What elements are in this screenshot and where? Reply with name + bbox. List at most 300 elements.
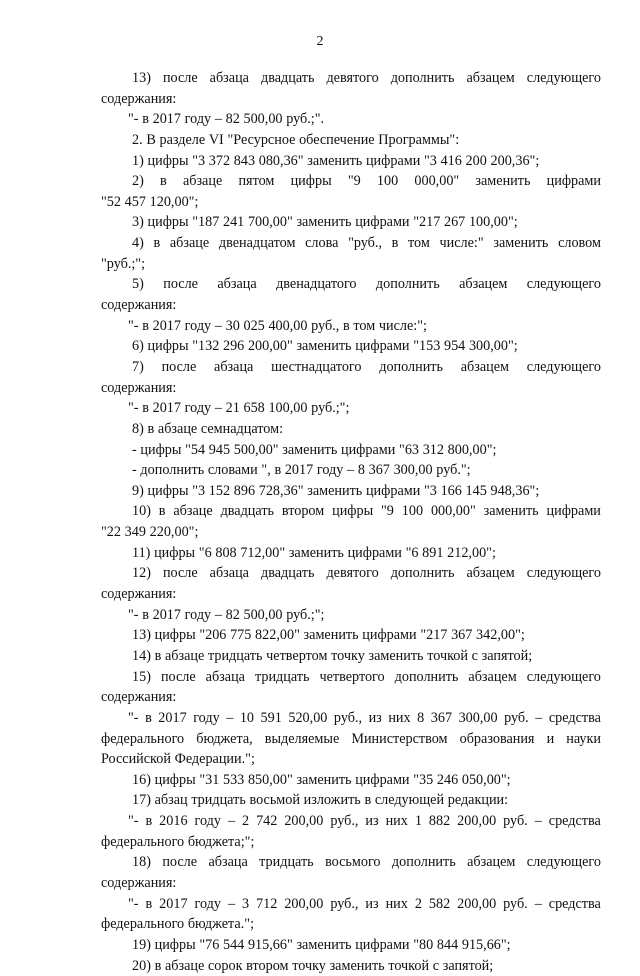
text-line bbox=[101, 254, 601, 275]
word: руб."; bbox=[436, 462, 471, 479]
text-line bbox=[101, 336, 601, 357]
word: году bbox=[194, 895, 221, 912]
word: 18) bbox=[132, 854, 151, 871]
word: "217 bbox=[413, 214, 441, 231]
text-line bbox=[101, 398, 601, 419]
word: 200,00 bbox=[284, 895, 324, 912]
word: содержания: bbox=[101, 90, 177, 107]
text-line bbox=[101, 687, 601, 708]
word: после bbox=[162, 70, 198, 86]
word: федерального bbox=[101, 730, 185, 747]
word: 212,00"; bbox=[447, 544, 496, 561]
text-line bbox=[101, 171, 601, 192]
word: 19) bbox=[132, 936, 151, 953]
word: 3) bbox=[132, 214, 144, 231]
word: 915,66"; bbox=[461, 936, 511, 953]
word: 20) bbox=[132, 957, 151, 974]
word: абзацем bbox=[468, 668, 517, 685]
word: следующего bbox=[526, 358, 601, 375]
word: "- bbox=[128, 813, 139, 830]
word: 120,00"; bbox=[149, 193, 199, 210]
word: следующего bbox=[526, 276, 601, 293]
word: "153 bbox=[413, 338, 441, 355]
word: девятого bbox=[326, 70, 379, 86]
word: дополнить bbox=[375, 276, 440, 293]
word: заменить bbox=[296, 338, 352, 355]
word: 367 bbox=[430, 709, 453, 726]
word: девятого bbox=[326, 565, 379, 582]
word: - bbox=[132, 441, 137, 458]
word: словами bbox=[207, 462, 258, 479]
word: заменить bbox=[307, 482, 363, 499]
word: 948,36"; bbox=[490, 482, 540, 499]
word: 2017 bbox=[158, 709, 187, 726]
word: абзацем bbox=[467, 854, 516, 871]
word: 533 bbox=[222, 771, 245, 788]
word: заменить bbox=[368, 647, 424, 664]
word: "- bbox=[128, 400, 139, 417]
word: из bbox=[365, 895, 379, 912]
text-line bbox=[101, 667, 601, 688]
word: дополнить bbox=[379, 358, 443, 375]
word: втором bbox=[281, 503, 325, 520]
word: "76 bbox=[199, 936, 220, 953]
word: содержания: bbox=[101, 586, 177, 603]
word: них bbox=[388, 709, 411, 726]
word: федерального bbox=[101, 833, 185, 850]
text-line bbox=[101, 316, 601, 337]
word: выделяемые bbox=[264, 730, 340, 747]
word: – bbox=[214, 606, 222, 623]
word: руб., bbox=[330, 895, 359, 912]
word: содержания: bbox=[101, 379, 177, 396]
word: 300,00 bbox=[458, 709, 498, 726]
word: 8 bbox=[357, 462, 365, 479]
word: 500,00" bbox=[233, 441, 279, 458]
word: VI bbox=[208, 131, 224, 148]
word: 822,00" bbox=[255, 627, 300, 644]
word: 882 bbox=[428, 813, 451, 830]
word: году bbox=[184, 111, 212, 128]
word: "187 bbox=[192, 214, 220, 231]
word: и bbox=[546, 730, 555, 747]
word: 15) bbox=[132, 668, 151, 685]
word: абзаца bbox=[209, 565, 249, 582]
word: "206 bbox=[199, 627, 227, 644]
word: абзацем bbox=[466, 70, 515, 86]
word: 2. bbox=[132, 131, 143, 148]
word: 1) bbox=[132, 152, 144, 169]
word: 10 bbox=[239, 709, 255, 726]
text-line bbox=[101, 935, 601, 956]
word: абзаца bbox=[214, 358, 254, 375]
word: Российской bbox=[101, 751, 171, 768]
word: в bbox=[160, 173, 167, 190]
word: 3 bbox=[242, 895, 250, 912]
word: "6 bbox=[198, 544, 212, 561]
word: 400,00 bbox=[268, 317, 308, 334]
text-line bbox=[101, 749, 601, 770]
word: 700,00" bbox=[247, 214, 293, 231]
word: 9) bbox=[132, 482, 144, 499]
word: абзаце bbox=[169, 235, 210, 252]
word: шестнадцатого bbox=[271, 358, 362, 375]
text-line bbox=[101, 646, 601, 667]
word: пятом bbox=[238, 173, 275, 190]
word: следующего bbox=[526, 70, 601, 86]
word: 945 bbox=[208, 441, 231, 458]
word: 82 bbox=[225, 606, 240, 623]
word: 30 bbox=[225, 317, 240, 334]
word: 800,00"; bbox=[447, 441, 497, 458]
word: 200,00 bbox=[457, 895, 497, 912]
word: с bbox=[432, 957, 440, 974]
word: заменить bbox=[296, 214, 352, 231]
word: 808 bbox=[215, 544, 237, 561]
word: "- bbox=[128, 606, 139, 623]
text-line bbox=[101, 852, 601, 873]
word: 850,00" bbox=[247, 771, 293, 788]
word: абзаце bbox=[165, 647, 205, 664]
word: цифры bbox=[140, 441, 182, 458]
word: них bbox=[385, 813, 408, 830]
word: руб., bbox=[311, 317, 340, 334]
word: содержания: bbox=[101, 297, 177, 314]
word: абзаца bbox=[217, 276, 257, 293]
word: 100 bbox=[376, 173, 399, 190]
text-line bbox=[101, 708, 601, 729]
text-line bbox=[101, 89, 601, 110]
word: 2017 bbox=[284, 462, 314, 479]
word: следующего bbox=[526, 854, 601, 871]
word: цифры bbox=[154, 627, 196, 644]
word: 712,00" bbox=[240, 544, 286, 561]
word: 025 bbox=[243, 317, 265, 334]
word: цифры bbox=[154, 771, 196, 788]
word: абзаце bbox=[165, 957, 205, 974]
word: заменить bbox=[282, 441, 338, 458]
word: "- bbox=[128, 709, 139, 726]
word: году bbox=[193, 709, 220, 726]
word: - bbox=[132, 462, 137, 479]
word: – bbox=[214, 400, 222, 417]
word: двадцать bbox=[261, 565, 315, 582]
word: двадцать bbox=[220, 503, 275, 520]
word: заменить bbox=[483, 503, 539, 520]
word: 200,00 bbox=[284, 813, 324, 830]
word: после bbox=[161, 358, 197, 375]
word: них bbox=[385, 895, 408, 912]
word: 582 bbox=[428, 895, 451, 912]
word: сорок bbox=[208, 957, 243, 974]
word: редакции: bbox=[447, 792, 509, 809]
word: 21 bbox=[225, 400, 240, 417]
word: в bbox=[274, 462, 282, 479]
word: 200,00 bbox=[457, 813, 497, 830]
word: 6) bbox=[132, 338, 144, 355]
word: дополнить bbox=[140, 462, 205, 479]
word: 145 bbox=[465, 482, 487, 499]
word: году bbox=[184, 317, 212, 334]
word: "3 bbox=[424, 482, 437, 499]
word: 2 bbox=[242, 813, 250, 830]
word: 367 bbox=[451, 627, 473, 644]
word: "- bbox=[128, 895, 139, 912]
word: 2017 bbox=[152, 111, 181, 128]
word: в bbox=[391, 235, 399, 252]
word: следующего bbox=[526, 565, 601, 582]
word: "3 bbox=[192, 152, 206, 169]
word: в bbox=[145, 895, 153, 912]
word: – bbox=[214, 317, 222, 334]
word: 080,36" bbox=[258, 152, 304, 169]
word: восьмого bbox=[325, 854, 381, 871]
page-number: 2 bbox=[316, 34, 324, 49]
word: том bbox=[353, 317, 376, 334]
word: 300,00"; bbox=[468, 338, 518, 355]
text-line bbox=[101, 130, 601, 151]
word: федерального bbox=[101, 916, 185, 933]
word: 312 bbox=[422, 441, 444, 458]
text-line bbox=[101, 605, 601, 626]
word: в bbox=[364, 792, 372, 809]
word: после bbox=[163, 276, 198, 293]
text-line bbox=[101, 563, 601, 584]
word: заменить bbox=[329, 957, 385, 974]
word: цифрами bbox=[347, 544, 402, 561]
word: образования bbox=[459, 730, 535, 747]
text-line bbox=[101, 295, 601, 316]
word: цифрами bbox=[546, 173, 601, 190]
word: – bbox=[226, 709, 234, 726]
text-line bbox=[101, 914, 601, 935]
word: запятой; bbox=[442, 957, 494, 974]
word: 2) bbox=[132, 173, 144, 190]
word: дополнить bbox=[390, 565, 455, 582]
text-line bbox=[101, 274, 601, 295]
word: 2017 bbox=[152, 317, 181, 334]
word: 591 bbox=[260, 709, 282, 726]
word: заменить bbox=[296, 771, 352, 788]
word: 200,00" bbox=[247, 338, 293, 355]
word: – bbox=[534, 813, 542, 830]
word: году bbox=[184, 606, 212, 623]
text-line bbox=[101, 192, 601, 213]
word: "63 bbox=[399, 441, 420, 458]
word: "6 bbox=[405, 544, 419, 561]
word: заменить bbox=[303, 627, 359, 644]
word: – bbox=[214, 111, 222, 128]
word: цифры bbox=[154, 936, 196, 953]
word: разделе bbox=[159, 131, 206, 148]
word: 241 bbox=[222, 214, 245, 231]
word: "3 bbox=[192, 482, 206, 499]
word: в bbox=[145, 813, 153, 830]
word: 712 bbox=[256, 895, 278, 912]
word: после bbox=[160, 668, 196, 685]
word: 220,00"; bbox=[149, 524, 199, 541]
word: заменить bbox=[475, 173, 531, 190]
word: в bbox=[142, 111, 149, 128]
text-line bbox=[101, 625, 601, 646]
text-line bbox=[101, 151, 601, 172]
text-line bbox=[101, 584, 601, 605]
word: 200 bbox=[465, 152, 487, 169]
word: цифры bbox=[332, 503, 374, 520]
word: 954 bbox=[443, 338, 466, 355]
word: 10) bbox=[132, 503, 151, 520]
word: 200,36"; bbox=[490, 152, 540, 169]
word: в bbox=[153, 235, 161, 252]
word: 728,36" bbox=[258, 482, 304, 499]
word: абзац bbox=[154, 792, 188, 809]
word: 416 bbox=[440, 152, 462, 169]
text-line bbox=[101, 357, 601, 378]
word: "- bbox=[128, 317, 139, 334]
word: дополнить bbox=[394, 668, 459, 685]
word: 843 bbox=[233, 152, 256, 169]
word: 457 bbox=[124, 193, 146, 210]
text-line bbox=[101, 770, 601, 791]
word: четвертом bbox=[266, 647, 328, 664]
word: цифрами bbox=[355, 936, 410, 953]
word: абзаце bbox=[173, 503, 213, 520]
text-line bbox=[101, 460, 601, 481]
text-line bbox=[101, 894, 601, 915]
word: средства bbox=[548, 813, 601, 830]
word: после bbox=[162, 854, 198, 871]
word: тридцать bbox=[208, 647, 263, 664]
text-line bbox=[101, 543, 601, 564]
word: руб.;". bbox=[286, 111, 325, 128]
word: "9 bbox=[347, 173, 361, 190]
word: цифры bbox=[147, 482, 189, 499]
word: точкой bbox=[427, 647, 468, 664]
word: 14) bbox=[132, 647, 151, 664]
word: 300,00 bbox=[393, 462, 433, 479]
text-line bbox=[101, 419, 601, 440]
word: 342,00"; bbox=[476, 627, 525, 644]
word: "31 bbox=[199, 771, 220, 788]
word: абзаце bbox=[182, 173, 223, 190]
word: 2016 bbox=[159, 813, 188, 830]
word: в bbox=[142, 317, 149, 334]
word: абзаце bbox=[157, 420, 198, 437]
word: Министерством bbox=[351, 730, 448, 747]
word: Программы": bbox=[378, 131, 460, 148]
word: 100,00 bbox=[268, 400, 308, 417]
word: "80 bbox=[413, 936, 434, 953]
word: 267 bbox=[443, 214, 466, 231]
word: запятой; bbox=[481, 647, 533, 664]
word: заменить bbox=[288, 544, 344, 561]
word: втором bbox=[246, 957, 289, 974]
word: четвертого bbox=[319, 668, 385, 685]
text-line bbox=[101, 212, 601, 233]
word: в bbox=[154, 647, 162, 664]
word: 844 bbox=[436, 936, 459, 953]
word: "132 bbox=[192, 338, 220, 355]
word: 11) bbox=[132, 544, 151, 561]
word: "217 bbox=[420, 627, 448, 644]
word: 000,00" bbox=[414, 173, 460, 190]
word: руб.;"; bbox=[286, 606, 325, 623]
word: 100,00"; bbox=[468, 214, 518, 231]
word: точку bbox=[292, 957, 326, 974]
word: – bbox=[535, 709, 543, 726]
word: 775 bbox=[230, 627, 252, 644]
word: том bbox=[408, 235, 430, 252]
word: 1 bbox=[414, 813, 422, 830]
text-line bbox=[101, 873, 601, 894]
word: 896 bbox=[233, 482, 256, 499]
text-line bbox=[101, 109, 601, 130]
word: – bbox=[534, 895, 542, 912]
word: цифрами bbox=[362, 627, 417, 644]
word: цифры bbox=[147, 152, 189, 169]
word: обеспечение bbox=[299, 131, 375, 148]
word: 166 bbox=[440, 482, 462, 499]
word: в bbox=[342, 317, 350, 334]
word: "руб., bbox=[348, 235, 382, 252]
word: в bbox=[142, 606, 149, 623]
word: семнадцатом: bbox=[200, 420, 284, 437]
word: в bbox=[158, 503, 166, 520]
word: 000,00" bbox=[430, 503, 476, 520]
word: цифрами bbox=[365, 152, 421, 169]
word: Федерации."; bbox=[174, 751, 255, 768]
word: 13) bbox=[132, 627, 151, 644]
document-body bbox=[101, 68, 601, 976]
word: средства bbox=[548, 895, 601, 912]
text-line bbox=[101, 522, 601, 543]
word: цифрами bbox=[546, 503, 601, 520]
word: 12) bbox=[132, 565, 151, 582]
word: 100 bbox=[401, 503, 424, 520]
word: – bbox=[227, 895, 236, 912]
word: цифрами bbox=[355, 214, 410, 231]
word: 658 bbox=[243, 400, 265, 417]
word: восьмой bbox=[249, 792, 300, 809]
word: абзацем bbox=[460, 358, 510, 375]
word: абзаца bbox=[205, 668, 245, 685]
word: цифрами bbox=[341, 441, 396, 458]
word: абзаца bbox=[209, 70, 249, 86]
text-line bbox=[101, 501, 601, 522]
word: 17) bbox=[132, 792, 151, 809]
word: руб.;"; bbox=[311, 400, 350, 417]
word: 2 bbox=[414, 895, 422, 912]
word: цифрами bbox=[365, 482, 421, 499]
word: бюджета, bbox=[196, 730, 253, 747]
word: 349 bbox=[124, 524, 146, 541]
word: из bbox=[365, 813, 379, 830]
word: двенадцатом bbox=[218, 235, 296, 252]
word: с bbox=[471, 647, 478, 664]
text-line bbox=[101, 68, 601, 89]
word: заменить bbox=[307, 152, 363, 169]
word: 2017 bbox=[152, 606, 181, 623]
word: после bbox=[162, 565, 198, 582]
word: 742 bbox=[256, 813, 278, 830]
word: 2017 bbox=[159, 895, 188, 912]
text-line bbox=[101, 832, 601, 853]
word: точкой bbox=[388, 957, 430, 974]
text-line bbox=[101, 378, 601, 399]
word: бюджета."; bbox=[187, 916, 255, 933]
word: дополнить bbox=[390, 70, 455, 86]
word: В bbox=[146, 131, 156, 148]
